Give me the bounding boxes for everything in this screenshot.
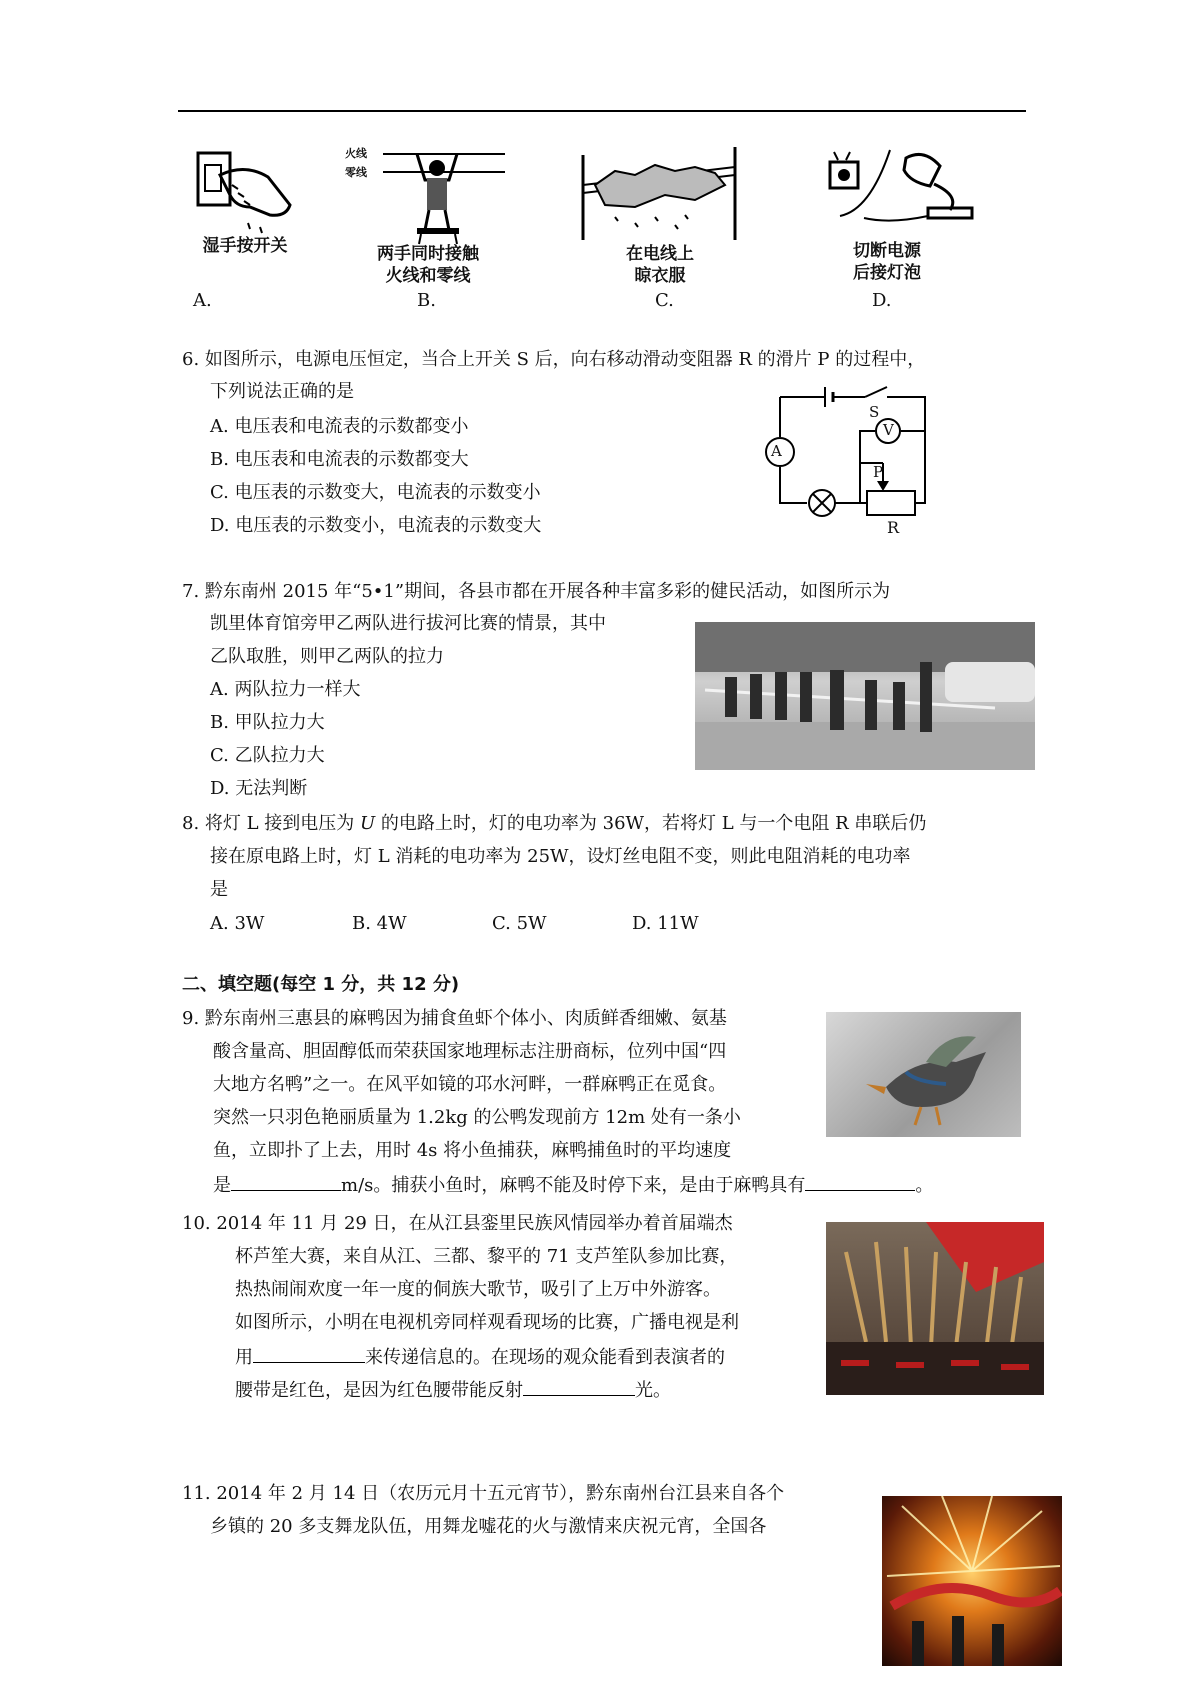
- q8-option-d: D. 11W: [632, 913, 699, 934]
- q8-option-b: B. 4W: [352, 913, 407, 934]
- q11-line2: 乡镇的 20 多支舞龙队伍，用舞龙嘘花的火与激情来庆祝元宵，全国各: [210, 1516, 767, 1537]
- q6-circuit-diagram: [765, 385, 940, 535]
- q9-blank-speed[interactable]: [231, 1172, 341, 1191]
- q9-line2: 酸含量高、胆固醇低而荣获国家地理标志注册商标，位列中国“四: [213, 1041, 727, 1062]
- q7-stem-line3: 乙队取胜，则甲乙两队的拉力: [210, 646, 444, 667]
- figure-c-clothes-on-wire: [575, 145, 750, 245]
- q10-line5: 用 来传递信息的。在现场的观众能看到表演者的: [235, 1344, 725, 1370]
- q7-option-b: B. 甲队拉力大: [210, 712, 325, 733]
- section-2-heading: 二、填空题(每空 1 分，共 12 分): [182, 974, 460, 995]
- q10-line4: 如图所示，小明在电视机旁同样观看现场的比赛，广播电视是利: [235, 1312, 739, 1333]
- q6-stem-line2: 下列说法正确的是: [210, 381, 354, 402]
- lusheng-photo: [826, 1222, 1044, 1395]
- q9-line3: 大地方名鸭”之一。在风平如镜的邛水河畔，一群麻鸭正在觅食。: [213, 1074, 727, 1095]
- q10-blank-medium[interactable]: [253, 1344, 365, 1363]
- header-rule: [178, 110, 1026, 112]
- q7-stem-line1: 7. 黔东南州 2015 年“5•1”期间，各县市都在开展各种丰富多彩的健民活动，如图所示为: [182, 581, 891, 602]
- figure-d-caption: 切断电源 后接灯泡: [853, 241, 921, 283]
- dragon-fireworks-photo: [882, 1496, 1062, 1666]
- figure-c-caption: 在电线上 晾衣服: [626, 244, 694, 286]
- q6-option-c: C. 电压表的示数变大，电流表的示数变小: [210, 482, 541, 503]
- duck-photo: [826, 1012, 1021, 1137]
- q10-blank-light-color[interactable]: [523, 1377, 635, 1396]
- figure-c-label: C.: [655, 290, 674, 311]
- q9-line6: 是 m/s。捕获小鱼时，麻鸭不能及时停下来，是由于麻鸭具有 。: [213, 1172, 933, 1198]
- voltmeter-label: V: [883, 421, 894, 439]
- q6-stem-line1: 6. 如图所示，电源电压恒定，当合上开关 S 后，向右移动滑动变阻器 R 的滑片 P 的过程中，: [182, 349, 926, 370]
- q9-blank-inertia[interactable]: [805, 1172, 915, 1191]
- live-wire-label: 火线: [345, 147, 367, 160]
- q6-option-a: A. 电压表和电流表的示数都变小: [210, 416, 469, 437]
- q10-line1: 10. 2014 年 11 月 29 日，在从江县銮里民族风情园举办着首届端杰: [182, 1213, 733, 1234]
- neutral-wire-label: 零线: [345, 166, 367, 179]
- figure-a-label: A.: [193, 290, 212, 311]
- q10-line6: 腰带是红色，是因为红色腰带能反射 光。: [235, 1377, 671, 1403]
- q10-line2: 杯芦笙大赛，来自从江、三都、黎平的 71 支芦笙队参加比赛，: [235, 1246, 738, 1267]
- figure-b-touch-wires: [345, 140, 505, 245]
- figure-d-label: D.: [872, 290, 892, 311]
- figure-a-caption: 湿手按开关: [202, 236, 288, 256]
- q7-option-d: D. 无法判断: [210, 778, 308, 799]
- q8-stem-line2: 接在原电路上时，灯 L 消耗的电功率为 25W，设灯丝电阻不变，则此电阻消耗的电功率: [210, 846, 911, 867]
- q9-line1: 9. 黔东南州三惠县的麻鸭因为捕食鱼虾个体小、肉质鲜香细嫩、氨基: [182, 1008, 727, 1029]
- ammeter-label: A: [771, 442, 782, 460]
- tug-of-war-photo: [695, 622, 1035, 770]
- q7-stem-line2: 凯里体育馆旁甲乙两队进行拔河比赛的情景，其中: [210, 613, 606, 634]
- slider-label: P: [873, 463, 884, 481]
- q8-option-a: A. 3W: [210, 913, 265, 934]
- q8-stem-line3: 是: [210, 879, 228, 900]
- q7-option-a: A. 两队拉力一样大: [210, 679, 361, 700]
- q7-option-c: C. 乙队拉力大: [210, 745, 325, 766]
- q11-line1: 11. 2014 年 2 月 14 日（农历元月十五元宵节），黔东南州台江县来自各个: [182, 1483, 785, 1504]
- rheostat-label: R: [887, 518, 900, 537]
- switch-label: S: [869, 403, 880, 421]
- q9-line5: 鱼，立即扑了上去，用时 4s 将小鱼捕获，麻鸭捕鱼时的平均速度: [213, 1140, 732, 1161]
- q10-line3: 热热闹闹欢度一年一度的侗族大歌节，吸引了上万中外游客。: [235, 1279, 721, 1300]
- figure-d-lamp: [820, 140, 980, 240]
- q6-option-b: B. 电压表和电流表的示数都变大: [210, 449, 469, 470]
- figure-b-label: B.: [417, 290, 436, 311]
- figure-b-caption: 两手同时接触 火线和零线: [377, 244, 479, 286]
- q6-option-d: D. 电压表的示数变小，电流表的示数变大: [210, 515, 542, 536]
- q8-option-c: C. 5W: [492, 913, 547, 934]
- q8-stem-line1: 8. 将灯 L 接到电压为 U 的电路上时，灯的电功率为 36W，若将灯 L 与一个电阻 R 串联后仍: [182, 813, 927, 834]
- q9-line4: 突然一只羽色艳丽质量为 1.2kg 的公鸭发现前方 12m 处有一条小: [213, 1107, 741, 1128]
